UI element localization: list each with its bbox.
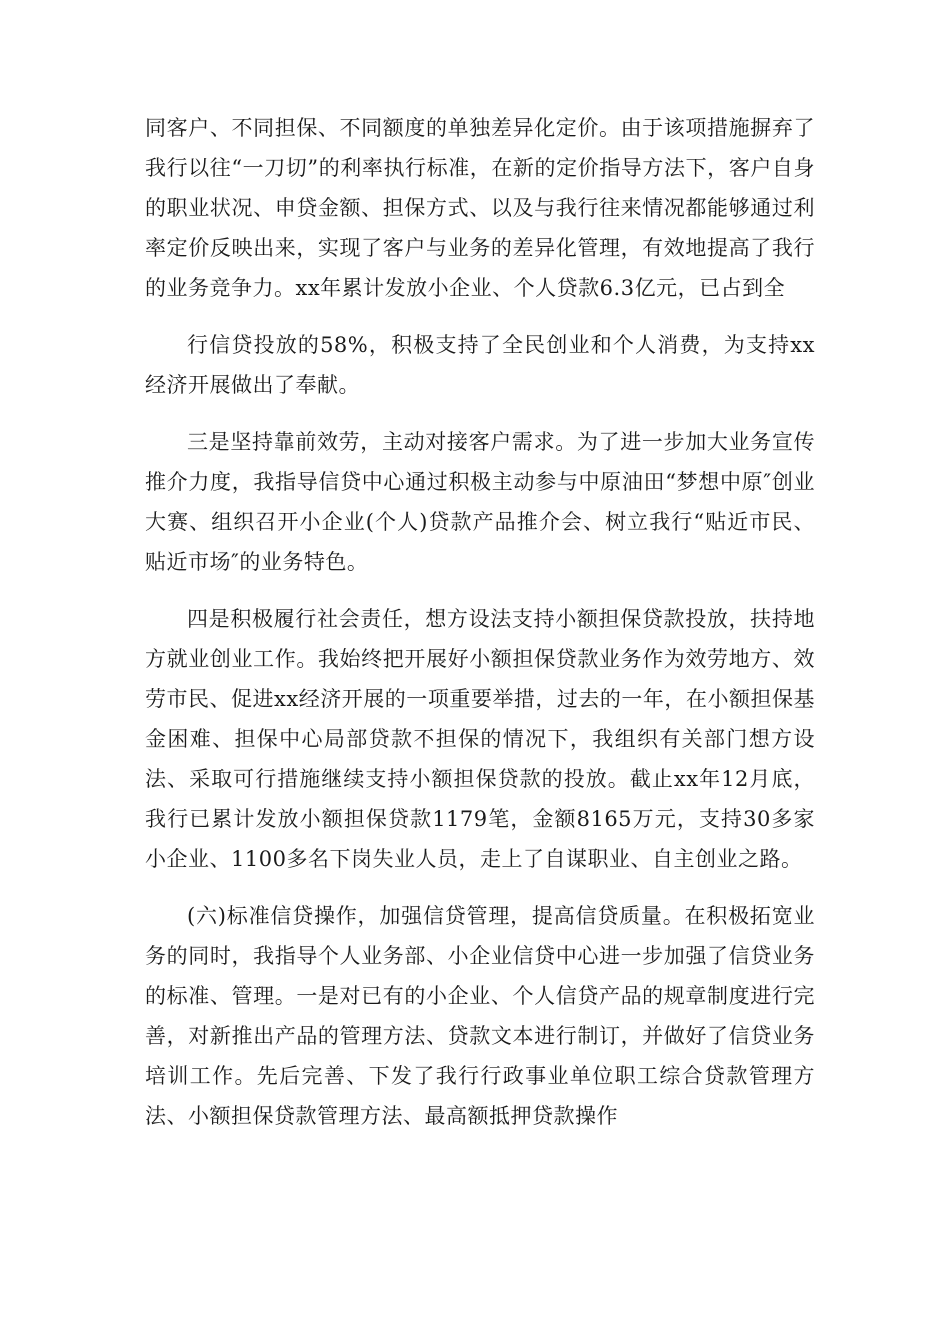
document-body <box>145 108 815 1153</box>
paragraph: 四是积极履行社会责任，想方设法支持小额担保贷款投放，扶持地方就业创业工作。我始终把开展好小额担保贷款业务作为效劳地方、效劳市民、促进xx经济开展的一项重要举措，过去的一年，在小额担保基金困难、担保中心局部贷款不担保的情况下，我组织有关部门想方设法、采取可行措施继续支持小额担保贷款的投放。截止xx年12月底，我行已累计发放小额担保贷款1179笔，金额8165万元，支持30多家小企业、1100多名下岗失业人员，走上了自谋职业、自主创业之路。 <box>145 607 815 871</box>
paragraph: 三是坚持靠前效劳，主动对接客户需求。为了进一步加大业务宣传推介力度，我指导信贷中心通过积极主动参与中原油田“梦想中原″创业大赛、组织召开小企业(个人)贷款产品推介会、树立我行“贴近市民、贴近市场″的业务特色。 <box>145 430 815 574</box>
paragraph: 行信贷投放的58%，积极支持了全民创业和个人消费，为支持xx经济开展做出了奉献。 <box>145 333 815 397</box>
paragraph: 同客户、不同担保、不同额度的单独差异化定价。由于该项措施摒弃了我行以往“一刀切”的利率执行标准，在新的定价指导方法下，客户自身的职业状况、申贷金额、担保方式、以及与我行往来情况都能够通过利率定价反映出来，实现了客户与业务的差异化管理，有效地提高了我行的业务竞争力。xx年累计发放小企业、个人贷款6.3亿元，已占到全 <box>145 116 815 300</box>
paragraph: (六)标准信贷操作，加强信贷管理，提高信贷质量。在积极拓宽业务的同时，我指导个人业务部、小企业信贷中心进一步加强了信贷业务的标准、管理。一是对已有的小企业、个人信贷产品的规章制度进行完善，对新推出产品的管理方法、贷款文本进行制订，并做好了信贷业务培训工作。先后完善、下发了我行行政事业单位职工综合贷款管理方法、小额担保贷款管理方法、最高额抵押贷款操作 <box>145 904 815 1128</box>
